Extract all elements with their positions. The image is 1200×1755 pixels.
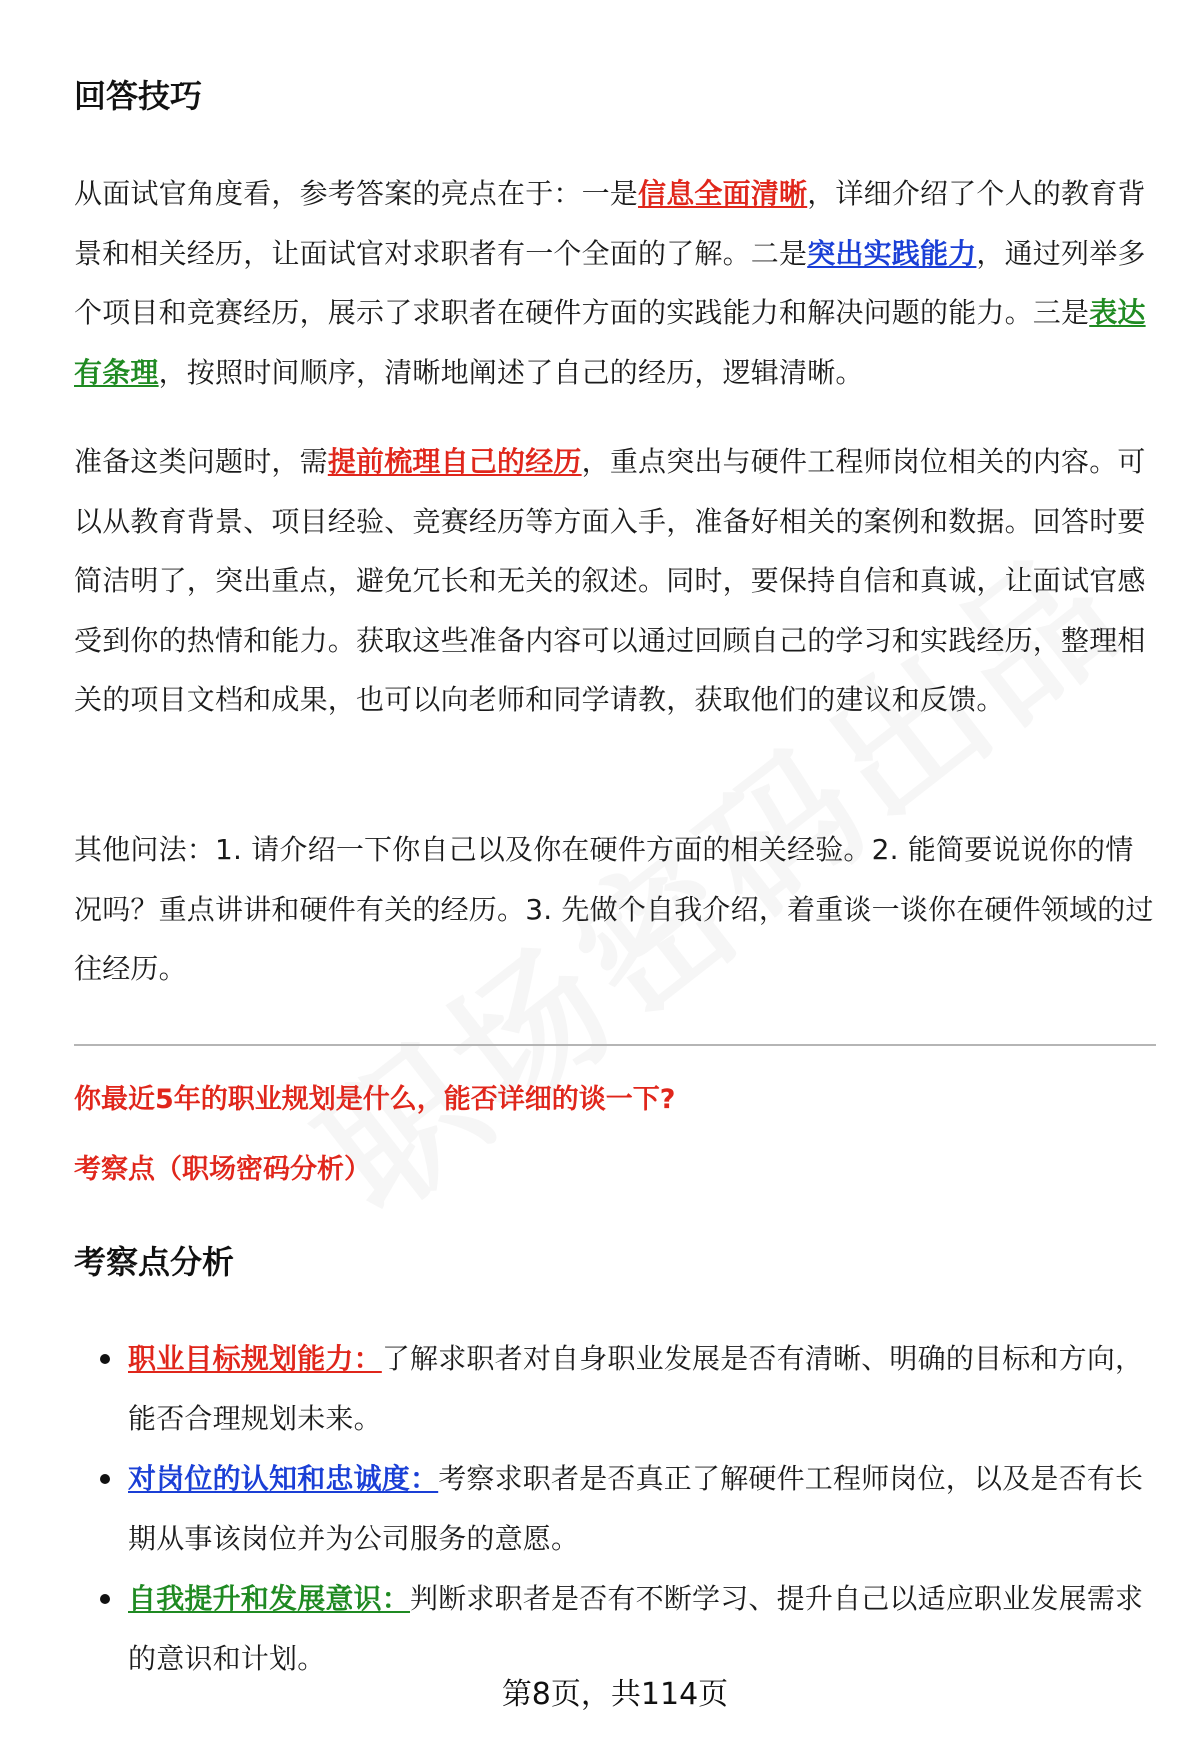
list-item <box>74 1329 1156 1449</box>
text-run: 准备这类问题时，需 <box>74 445 328 478</box>
tips-paragraph-3: 其他问法：1. 请介绍一下你自己以及你在硬件方面的相关经验。2. 能简要说说你的情况吗？重点讲讲和硬件有关的经历。3. 先做个自我介绍，着重谈一谈你在硬件领域的过往经历。 <box>74 833 1154 985</box>
highlight-practice-ability: 突出实践能力 <box>807 236 977 270</box>
tips-heading: 回答技巧 <box>74 77 203 115</box>
text-run: ，通过列举多个项目和竞赛经历，展示了求职者在硬件方面的实践能力和解决问题的能力。三是 <box>74 236 1146 329</box>
bullet-icon <box>100 1594 110 1604</box>
document-page <box>74 0 1156 1755</box>
bullet-icon <box>100 1354 110 1364</box>
text-run: ，重点突出与硬件工程师岗位相关的内容。可以从教育背景、项目经验、竞赛经历等方面入手，准备好相关的案例和数据。回答时要简洁明了，突出重点，避免冗长和无关的叙述。同时，要保持自信和真诚，让面试官感受到你的热情和能力。获取这些准备内容可以通过回顾自己的学习和实践经历，整理相关的项目文档和成果，也可以向老师和同学请教，获取他们的建议和反馈。 <box>74 445 1146 716</box>
page-number: 第8页，共114页 <box>501 1677 729 1712</box>
text-run: ，按照时间顺序，清晰地阐述了自己的经历，逻辑清晰。 <box>158 355 864 389</box>
item-label: 职业目标规划能力： <box>128 1342 382 1375</box>
text-run: ，详细介绍了个人的教育背景和相关经历，让面试官对求职者有一个全面的了解。二是 <box>74 177 1146 270</box>
item-text: 判断求职者是否有不断学习、提升自己以适应职业发展需求的意识和计划。 <box>128 1582 1144 1675</box>
item-label: 对岗位的认知和忠诚度： <box>128 1462 439 1495</box>
tips-paragraph-1 <box>74 164 1154 402</box>
tips-paragraph-2 <box>74 432 1154 730</box>
bullet-icon <box>100 1474 110 1484</box>
question-title: 你最近5年的职业规划是什么，能否详细的谈一下? <box>74 1084 676 1115</box>
item-text: 了解求职者对自身职业发展是否有清晰、明确的目标和方向，能否合理规划未来。 <box>128 1342 1144 1435</box>
highlight-info-clear: 信息全面清晰 <box>638 177 808 210</box>
item-label: 自我提升和发展意识： <box>128 1582 411 1615</box>
highlight-organized-expression: 表达有条理 <box>74 296 1146 389</box>
analysis-list <box>74 1329 1156 1689</box>
item-text: 考察求职者是否真正了解硬件工程师岗位，以及是否有长期从事该岗位并为公司服务的意愿。 <box>128 1462 1144 1555</box>
list-item <box>74 1449 1156 1569</box>
section-divider <box>74 1044 1156 1046</box>
highlight-sort-experience: 提前梳理自己的经历 <box>327 445 582 478</box>
question-subtitle: 考察点（职场密码分析） <box>74 1154 371 1185</box>
analysis-heading: 考察点分析 <box>74 1243 235 1281</box>
text-run: 从面试官角度看，参考答案的亮点在于：一是 <box>74 177 639 210</box>
list-item <box>74 1569 1156 1689</box>
